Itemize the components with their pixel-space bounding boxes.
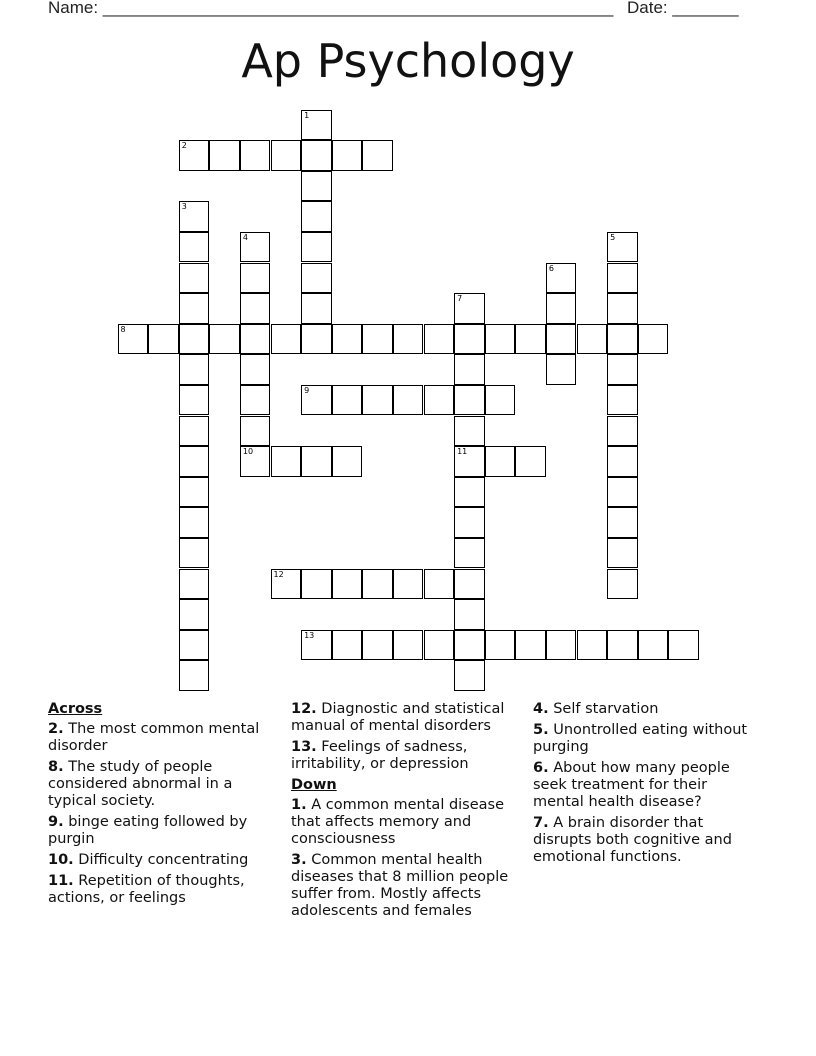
crossword-cell[interactable] — [240, 140, 271, 171]
crossword-cell[interactable] — [118, 324, 149, 355]
clue-text: Unontrolled eating without purging — [533, 722, 748, 755]
clue-down-3 — [291, 852, 526, 920]
crossword-cell[interactable] — [332, 385, 363, 416]
crossword-cell[interactable] — [485, 324, 516, 355]
crossword-cell[interactable] — [607, 263, 638, 294]
crossword-cell[interactable] — [301, 263, 332, 294]
crossword-cell[interactable] — [454, 507, 485, 538]
crossword-cell[interactable] — [332, 446, 363, 477]
crossword-cell[interactable] — [485, 630, 516, 661]
crossword-cell[interactable] — [454, 538, 485, 569]
clue-number-label: 6 — [548, 263, 554, 273]
crossword-cell[interactable] — [240, 293, 271, 324]
clue-number-label: 10 — [242, 447, 254, 457]
clue-number-label: 7 — [457, 294, 463, 304]
crossword-cell[interactable] — [179, 140, 210, 171]
crossword-cell[interactable] — [271, 324, 302, 355]
clue-number: 6. — [533, 760, 549, 776]
crossword-cell[interactable] — [301, 630, 332, 661]
crossword-cell[interactable] — [179, 201, 210, 232]
crossword-cell[interactable] — [546, 263, 577, 294]
clue-number-label: 9 — [304, 385, 310, 395]
crossword-cell[interactable] — [179, 263, 210, 294]
crossword-cell[interactable] — [362, 569, 393, 600]
crossword-cell[interactable] — [454, 385, 485, 416]
crossword-cell[interactable] — [607, 569, 638, 600]
clue-number-label: 1 — [304, 110, 310, 120]
crossword-cell[interactable] — [454, 293, 485, 324]
clue-down-4 — [533, 701, 758, 718]
crossword-cell[interactable] — [546, 354, 577, 385]
clue-number-label: 13 — [304, 630, 315, 640]
crossword-cell[interactable] — [607, 416, 638, 447]
crossword-cell[interactable] — [148, 324, 179, 355]
crossword-cell[interactable] — [362, 630, 393, 661]
crossword-cell[interactable] — [485, 446, 516, 477]
crossword-cell[interactable] — [454, 660, 485, 691]
crossword-cell[interactable] — [515, 446, 546, 477]
across-heading: Across — [48, 701, 103, 717]
crossword-cell[interactable] — [454, 416, 485, 447]
crossword-cell[interactable] — [179, 569, 210, 600]
crossword-cell[interactable] — [209, 324, 240, 355]
clue-text: A common mental disease that affects memory and consciousness — [291, 797, 505, 847]
crossword-cell[interactable] — [454, 446, 485, 477]
clue-text: Difficulty concentrating — [78, 852, 249, 868]
clue-text: binge eating followed by purgin — [48, 814, 248, 847]
clue-number: 7. — [533, 815, 549, 831]
clue-number: 4. — [533, 701, 549, 717]
crossword-cell[interactable] — [607, 446, 638, 477]
crossword-cell[interactable] — [607, 293, 638, 324]
crossword-cell[interactable] — [393, 385, 424, 416]
crossword-cell[interactable] — [393, 630, 424, 661]
crossword-cell[interactable] — [362, 324, 393, 355]
crossword-cell[interactable] — [362, 140, 393, 171]
crossword-cell[interactable] — [179, 446, 210, 477]
crossword-cell[interactable] — [577, 324, 608, 355]
clue-across-10 — [48, 852, 273, 869]
crossword-cell[interactable] — [668, 630, 699, 661]
clue-across-9 — [48, 814, 273, 848]
crossword-cell[interactable] — [179, 477, 210, 508]
crossword-cell[interactable] — [577, 630, 608, 661]
crossword-cell[interactable] — [546, 630, 577, 661]
crossword-cell[interactable] — [301, 140, 332, 171]
crossword-cell[interactable] — [271, 446, 302, 477]
crossword-cell[interactable] — [179, 507, 210, 538]
crossword-cell[interactable] — [638, 324, 669, 355]
crossword-cell[interactable] — [301, 293, 332, 324]
clue-text: Self starvation — [553, 701, 659, 717]
clue-number: 10. — [48, 852, 74, 868]
crossword-cell[interactable] — [424, 569, 455, 600]
clue-number-label: 12 — [273, 569, 284, 579]
crossword-cell[interactable] — [240, 263, 271, 294]
clue-number: 12. — [291, 701, 317, 717]
crossword-cell[interactable] — [179, 660, 210, 691]
clue-number: 8. — [48, 759, 64, 775]
crossword-cell[interactable] — [240, 446, 271, 477]
crossword-cell[interactable] — [424, 385, 455, 416]
crossword-cell[interactable] — [607, 538, 638, 569]
clue-number: 13. — [291, 739, 317, 755]
clue-down-7 — [533, 815, 758, 866]
crossword-cell[interactable] — [362, 385, 393, 416]
clue-text: Feelings of sadness, irritability, or depression — [291, 739, 469, 772]
crossword-cell[interactable] — [515, 324, 546, 355]
crossword-cell[interactable] — [179, 385, 210, 416]
clue-text: The study of people considered abnormal in a typical society. — [48, 759, 233, 809]
clue-number: 5. — [533, 722, 549, 738]
clue-column-1 — [48, 701, 273, 911]
crossword-cell[interactable] — [240, 385, 271, 416]
clue-text: A brain disorder that disrupts both cognitive and emotional functions. — [533, 815, 732, 865]
clue-number-label: 5 — [610, 232, 616, 242]
clue-number-label: 3 — [181, 202, 187, 212]
crossword-cell[interactable] — [546, 324, 577, 355]
clue-number-label: 8 — [120, 324, 126, 334]
crossword-cell[interactable] — [607, 324, 638, 355]
crossword-cell[interactable] — [454, 630, 485, 661]
crossword-cell[interactable] — [607, 630, 638, 661]
crossword-cell[interactable] — [179, 630, 210, 661]
crossword-cell[interactable] — [424, 324, 455, 355]
crossword-cell[interactable] — [485, 385, 516, 416]
crossword-cell[interactable] — [301, 232, 332, 263]
down-heading: Down — [291, 777, 337, 793]
crossword-cell[interactable] — [454, 569, 485, 600]
crossword-cell[interactable] — [209, 140, 240, 171]
crossword-cell[interactable] — [240, 324, 271, 355]
crossword-cell[interactable] — [179, 354, 210, 385]
clue-down-1 — [291, 797, 526, 848]
crossword-cell[interactable] — [271, 140, 302, 171]
clue-number: 1. — [291, 797, 307, 813]
clue-column-2 — [291, 701, 526, 924]
crossword-cell[interactable] — [240, 232, 271, 263]
crossword-cell[interactable] — [454, 599, 485, 630]
clue-number-label: 2 — [181, 141, 187, 151]
clue-text: Repetition of thoughts, actions, or feelings — [48, 873, 245, 906]
clue-text: About how many people seek treatment for their mental health disease? — [533, 760, 730, 810]
crossword-cell[interactable] — [607, 507, 638, 538]
crossword-cell[interactable] — [454, 324, 485, 355]
crossword-cell[interactable] — [301, 446, 332, 477]
crossword-cell[interactable] — [179, 324, 210, 355]
clue-number: 11. — [48, 873, 74, 889]
crossword-cell[interactable] — [393, 324, 424, 355]
clue-down-5 — [533, 722, 758, 756]
crossword-cell[interactable] — [607, 477, 638, 508]
crossword-cell[interactable] — [240, 354, 271, 385]
crossword-cell[interactable] — [301, 324, 332, 355]
name-field-label: Name: ______________________________________________________ — [48, 0, 614, 17]
crossword-cell[interactable] — [301, 171, 332, 202]
crossword-cell[interactable] — [515, 630, 546, 661]
clue-across-13 — [291, 739, 526, 773]
clue-number: 3. — [291, 852, 307, 868]
crossword-cell[interactable] — [301, 569, 332, 600]
crossword-cell[interactable] — [179, 538, 210, 569]
crossword-cell[interactable] — [607, 385, 638, 416]
crossword-cell[interactable] — [179, 293, 210, 324]
crossword-cell[interactable] — [607, 232, 638, 263]
crossword-cell[interactable] — [454, 477, 485, 508]
clue-across-8 — [48, 759, 273, 810]
clue-across-11 — [48, 873, 273, 907]
clue-text: Diagnostic and statistical manual of mental disorders — [291, 701, 505, 734]
crossword-cell[interactable] — [179, 232, 210, 263]
crossword-cell[interactable] — [638, 630, 669, 661]
crossword-cell[interactable] — [332, 324, 363, 355]
crossword-cell[interactable] — [271, 569, 302, 600]
crossword-cell[interactable] — [332, 569, 363, 600]
crossword-cell[interactable] — [454, 354, 485, 385]
crossword-cell[interactable] — [179, 416, 210, 447]
crossword-cell[interactable] — [301, 110, 332, 141]
page-title: Ap Psychology — [241, 34, 575, 88]
clue-down-6 — [533, 760, 758, 811]
crossword-cell[interactable] — [393, 569, 424, 600]
clue-across-2 — [48, 721, 273, 755]
crossword-cell[interactable] — [240, 416, 271, 447]
clue-text: The most common mental disorder — [48, 721, 260, 754]
crossword-cell[interactable] — [607, 354, 638, 385]
crossword-cell[interactable] — [179, 599, 210, 630]
clue-across-12 — [291, 701, 526, 735]
clue-number-label: 4 — [242, 232, 248, 242]
clue-number-label: 11 — [457, 447, 468, 457]
date-field-label: Date: _______ — [627, 0, 739, 17]
clue-text: Common mental health diseases that 8 million people suffer from. Mostly affects adolescents and females — [291, 852, 509, 919]
crossword-cell[interactable] — [301, 385, 332, 416]
clue-number: 2. — [48, 721, 64, 737]
clue-column-3 — [533, 701, 758, 870]
crossword-cell[interactable] — [546, 293, 577, 324]
clue-number: 9. — [48, 814, 64, 830]
crossword-cell[interactable] — [332, 140, 363, 171]
crossword-cell[interactable] — [332, 630, 363, 661]
crossword-cell[interactable] — [424, 630, 455, 661]
crossword-cell[interactable] — [301, 201, 332, 232]
